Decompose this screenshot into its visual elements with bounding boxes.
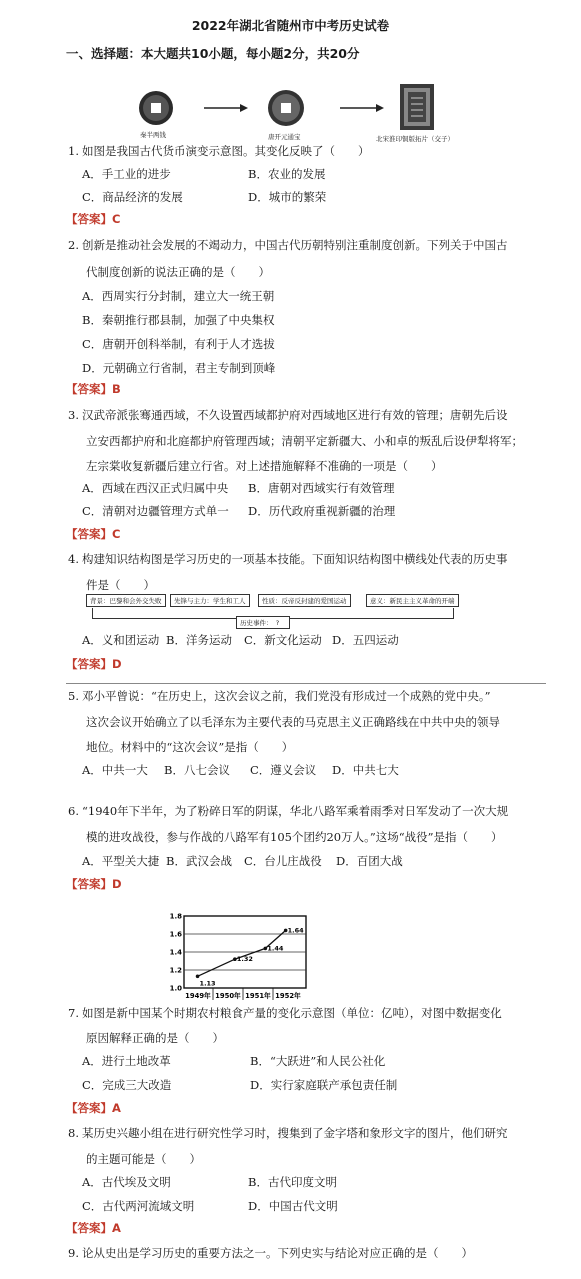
option-b[interactable]: B．农业的发展 [248,167,326,181]
question-number: 8. [68,1126,79,1140]
x-tick-label: 1952年 [275,992,301,1000]
answer-3: 【答案】C [66,527,121,541]
question-text: 构建知识结构图是学习历史的一项基本技能。下面知识结构图中横线处代表的历史事 [82,552,508,566]
y-tick-label: 1.0 [170,984,182,993]
question-number: 2. [68,238,79,252]
question-number: 4. [68,552,79,566]
y-tick-label: 1.6 [170,930,182,939]
option-c[interactable]: C．唐朝开创科举制，有利于人才选拔 [82,337,275,351]
question-number: 9. [68,1246,79,1260]
grain-output-chart [170,912,320,1004]
question-text: 代制度创新的说法正确的是（ ） [86,265,270,279]
ban-liang-coin-icon [139,91,173,125]
data-label: 1.64 [287,926,304,935]
option-a[interactable]: A．古代埃及文明 [82,1175,171,1189]
kmap-vanguard-box: 先锋与主力：学生和工人 [170,594,250,607]
option-d[interactable]: D．实行家庭联产承包责任制 [250,1078,398,1092]
answer-1: 【答案】C [66,212,121,226]
question-text: 原因解释正确的是（ ） [86,1031,224,1045]
question-6 [68,798,546,825]
question-7 [68,1000,546,1027]
option-c[interactable]: C．新文化运动 [244,633,322,647]
figure-caption: 北宋淮印铜版拓片（交子） [376,135,454,143]
section-heading: 一、选择题：本大题共10小题，每小题2分，共20分 [66,46,360,61]
jiaozi-note-icon [400,84,434,130]
x-tick-label: 1951年 [245,992,271,1000]
question-number: 6. [68,804,79,818]
data-label: 1.32 [236,955,253,964]
answer-8: 【答案】A [66,1221,121,1235]
question-9 [68,1240,546,1267]
option-c[interactable]: C．遵义会议 [250,763,317,777]
option-d[interactable]: D．城市的繁荣 [248,190,327,204]
option-a[interactable]: A．平型关大捷 [82,854,160,868]
arrow-icon [340,104,384,112]
answer-4: 【答案】D [66,657,122,671]
option-c[interactable]: C．完成三大改造 [82,1078,172,1092]
x-tick-label: 1949年 [185,992,211,1000]
question-text: 如图是我国古代货币演变示意图。其变化反映了（ ） [82,144,370,158]
kmap-nature-box: 性质：反帝反封建的爱国运动 [258,594,351,607]
option-d[interactable]: D．五四运动 [332,633,399,647]
question-1 [68,138,546,165]
question-text: 论从史出是学习历史的重要方法之一。下列史实与结论对应正确的是（ ） [82,1246,473,1260]
question-number: 3. [68,408,79,422]
kmap-event-box: 历史事件： ? [236,616,290,629]
answer-7: 【答案】A [66,1101,121,1115]
series-line [198,930,286,976]
question-text: 模的进攻战役，参与作战的八路军有105个团约20万人。”这场“战役”是指（ ） [86,830,503,844]
option-a[interactable]: A．西域在西汉正式归属中央 [82,481,229,495]
currency-evolution-figure [128,82,458,146]
question-2 [68,232,546,259]
option-a[interactable]: A．手工业的进步 [82,167,171,181]
answer-2: 【答案】B [66,382,121,396]
question-text: 某历史兴趣小组在进行研究性学习时，搜集到了金字塔和象形文字的图片，他们研究 [82,1126,508,1140]
grain-output-chart-svg [170,912,320,1004]
kmap-significance-box: 意义：新民主主义革命的开端 [366,594,459,607]
question-number: 5. [68,689,79,703]
question-number: 1. [68,144,79,158]
question-8 [68,1120,546,1147]
option-b[interactable]: B．秦朝推行郡县制，加强了中央集权 [82,313,275,327]
option-d[interactable]: D．中共七大 [332,763,399,777]
question-text: “1940年下半年，为了粉碎日军的阴谋，华北八路军乘着雨季对日军发动了一次大规 [82,804,509,818]
question-5 [68,683,546,710]
y-tick-label: 1.2 [170,966,182,975]
question-4 [68,546,546,573]
figure-caption: 秦半两钱 [140,131,166,139]
option-d[interactable]: D．百团大战 [336,854,403,868]
question-text: 地位。材料中的“这次会议”是指（ ） [86,740,294,754]
option-d[interactable]: D．元朝确立行省制，君主专制到顶峰 [82,361,276,375]
y-tick-label: 1.8 [170,912,182,921]
figure-caption: 唐开元通宝 [268,133,301,141]
page-title: 2022年湖北省随州市中考历史试卷 [191,18,390,33]
kmap-background-box: 背景：巴黎和会外交失败 [86,594,166,607]
question-text: 邓小平曾说：“在历史上，这次会议之前，我们党没有形成过一个成熟的党中央。” [82,689,491,703]
arrow-icon [204,104,248,112]
data-label: 1.44 [267,944,284,953]
option-b[interactable]: B．洋务运动 [166,633,232,647]
question-text: 如图是新中国某个时期农村粮食产量的变化示意图（单位：亿吨），对图中数据变化 [82,1006,502,1020]
question-text: 左宗棠收复新疆后建立行省。对上述措施解释不准确的一项是（ ） [86,459,443,473]
question-text: 创新是推动社会发展的不竭动力，中国古代历朝特别注重制度创新。下列关于中国古 [82,238,508,252]
option-a[interactable]: A．中共一大 [82,763,148,777]
option-b[interactable]: B．武汉会战 [166,854,232,868]
option-c[interactable]: C．清朝对边疆管理方式单一 [82,504,229,518]
option-a[interactable]: A．西周实行分封制，建立大一统王朝 [82,289,275,303]
question-text: 的主题可能是（ ） [86,1152,201,1166]
question-text: 件是（ ） [86,578,155,592]
data-point [196,975,200,979]
kaiyuan-coin-icon [268,90,304,126]
question-text: 立安西都护府和北庭都护府管理西域；清朝平定新疆大、小和卓的叛乱后设伊犁将军； [86,434,523,448]
y-tick-label: 1.4 [170,948,182,957]
option-c[interactable]: C．台儿庄战役 [244,854,322,868]
option-b[interactable]: B．“大跃进”和人民公社化 [250,1054,386,1068]
option-c[interactable]: C．古代两河流域文明 [82,1199,195,1213]
question-text: 汉武帝派张骞通西域，不久设置西域都护府对西域地区进行有效的管理；唐朝先后设 [82,408,508,422]
option-d[interactable]: D．历代政府重视新疆的治理 [248,504,396,518]
option-a[interactable]: A．进行土地改革 [82,1054,171,1068]
x-tick-label: 1950年 [215,992,241,1000]
question-text: 这次会议开始确立了以毛泽东为主要代表的马克思主义正确路线在中共中央的领导 [86,715,500,729]
answer-6: 【答案】D [66,877,122,891]
option-b[interactable]: B．唐朝对西域实行有效管理 [248,481,395,495]
knowledge-structure-diagram [86,594,466,632]
option-d[interactable]: D．中国古代文明 [248,1199,338,1213]
option-b[interactable]: B．古代印度文明 [248,1175,337,1189]
option-b[interactable]: B．八七会议 [164,763,230,777]
question-3 [68,402,546,429]
option-a[interactable]: A．义和团运动 [82,633,160,647]
option-c[interactable]: C．商品经济的发展 [82,190,183,204]
data-label: 1.13 [199,979,216,988]
question-number: 7. [68,1006,79,1020]
